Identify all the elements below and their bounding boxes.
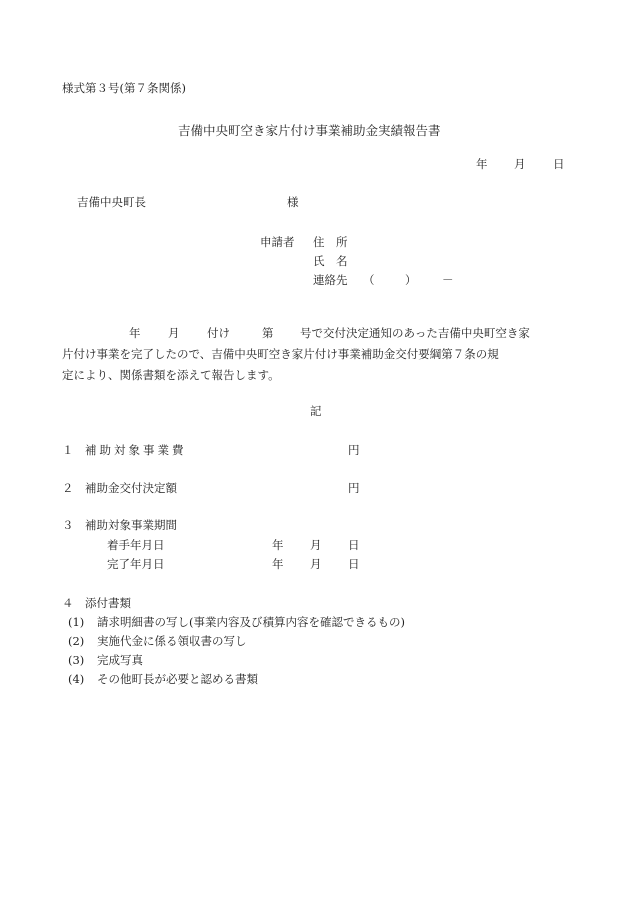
item3-label: 補助対象事業期間 bbox=[85, 518, 177, 532]
item3-end-label: 完了年月日 bbox=[107, 557, 165, 571]
doc-1-number: (1) bbox=[68, 615, 85, 629]
addressee-honorific: 様 bbox=[287, 195, 299, 209]
doc-2-text: 実施代金に係る領収書の写し bbox=[97, 634, 247, 648]
doc-1-text: 請求明細書の写し(事業内容及び積算内容を確認できるもの) bbox=[97, 615, 405, 629]
applicant-label: 申請者 bbox=[260, 235, 295, 249]
item3-start-year: 年 bbox=[272, 538, 284, 552]
doc-3-text: 完成写真 bbox=[97, 653, 143, 667]
item3-end-year: 年 bbox=[272, 557, 284, 571]
item2-label: 補助金交付決定額 bbox=[85, 481, 177, 495]
document-title: 吉備中央町空き家片付け事業補助金実績報告書 bbox=[178, 123, 441, 138]
doc-4-number: (4) bbox=[68, 672, 85, 686]
item1-unit: 円 bbox=[348, 443, 360, 457]
addressee-name: 吉備中央町長 bbox=[77, 195, 146, 209]
item3-end-day: 日 bbox=[348, 557, 360, 571]
item2-number: ２ bbox=[62, 481, 74, 495]
doc-3-number: (3) bbox=[68, 653, 85, 667]
date-month-label: 月 bbox=[514, 157, 526, 171]
applicant-contact-label: 連絡先 bbox=[313, 273, 348, 287]
body-line1-rest: 号で交付決定通知のあった吉備中央町空き家 bbox=[300, 326, 530, 340]
body-line3: 定により、関係書類を添えて報告します。 bbox=[62, 368, 280, 382]
item4-number: ４ bbox=[62, 596, 74, 610]
contact-paren-close: ） bbox=[405, 273, 417, 287]
item1-label: 補助対象事業費 bbox=[85, 443, 187, 457]
item3-start-day: 日 bbox=[348, 538, 360, 552]
item1-number: １ bbox=[62, 443, 74, 457]
body-dated: 付け bbox=[207, 326, 230, 340]
item2-unit: 円 bbox=[348, 481, 360, 495]
item3-start-month: 月 bbox=[310, 538, 322, 552]
body-line2: 片付け事業を完了したので、吉備中央町空き家片付け事業補助金交付要綱第７条の規 bbox=[62, 347, 499, 361]
date-year-label: 年 bbox=[476, 157, 488, 171]
item3-start-label: 着手年月日 bbox=[107, 538, 165, 552]
body-year: 年 bbox=[129, 326, 141, 340]
date-day-label: 日 bbox=[553, 157, 565, 171]
contact-dash: － bbox=[442, 273, 454, 287]
applicant-name-label: 氏 名 bbox=[313, 254, 348, 268]
item3-end-month: 月 bbox=[310, 557, 322, 571]
doc-4-text: その他町長が必要と認める書類 bbox=[97, 672, 258, 686]
item4-label: 添付書類 bbox=[85, 596, 131, 610]
body-no: 第 bbox=[262, 326, 274, 340]
form-number: 様式第３号(第７条関係) bbox=[62, 81, 186, 95]
applicant-address-label: 住 所 bbox=[313, 235, 348, 249]
contact-paren-open: （ bbox=[363, 273, 375, 287]
ki-heading: 記 bbox=[310, 404, 322, 418]
item3-number: ３ bbox=[62, 518, 74, 532]
doc-2-number: (2) bbox=[68, 634, 85, 648]
body-month: 月 bbox=[168, 326, 180, 340]
